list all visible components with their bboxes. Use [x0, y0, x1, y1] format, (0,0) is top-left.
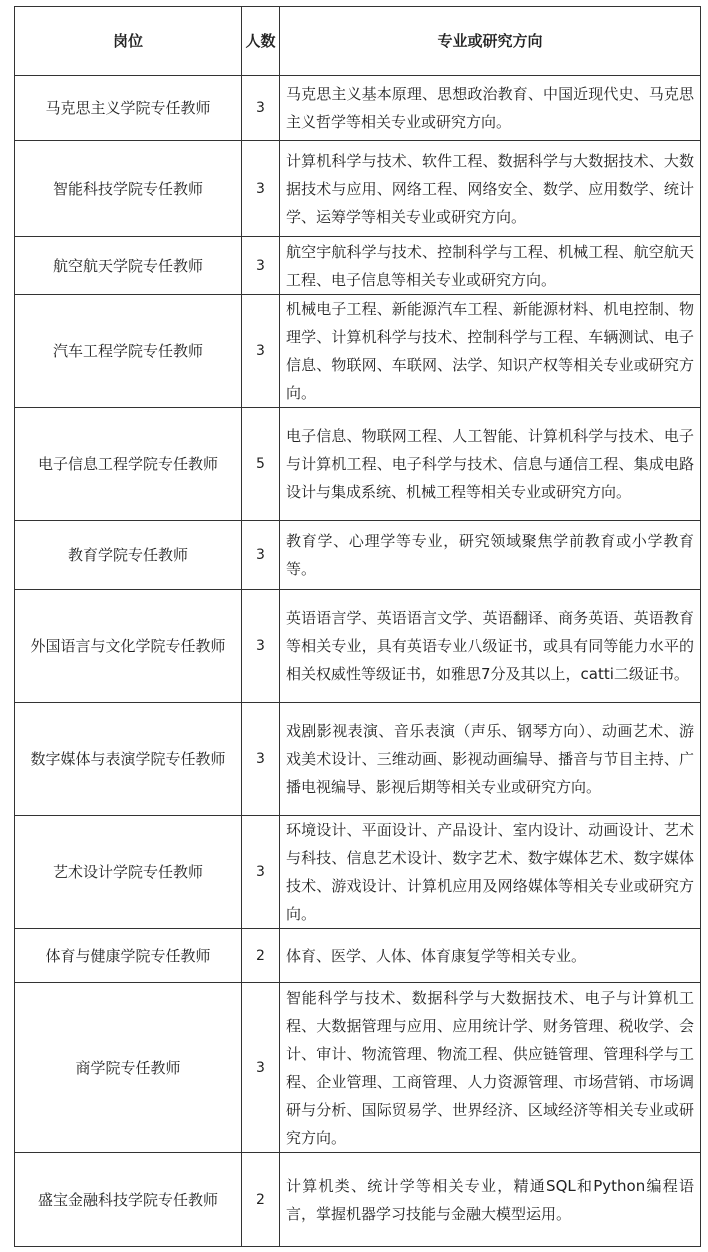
major-cell: 教育学、心理学等专业，研究领域聚焦学前教育或小学教育等。	[280, 521, 701, 590]
table-row	[15, 521, 701, 590]
position-cell: 艺术设计学院专任教师	[15, 816, 242, 929]
count-cell: 3	[242, 983, 280, 1153]
count-cell: 3	[242, 816, 280, 929]
position-cell: 马克思主义学院专任教师	[15, 76, 242, 141]
position-cell: 电子信息工程学院专任教师	[15, 408, 242, 521]
major-cell: 体育、医学、人体、体育康复学等相关专业。	[280, 929, 701, 983]
header-major: 专业或研究方向	[280, 7, 701, 76]
job-table	[14, 6, 701, 1247]
count-cell: 3	[242, 295, 280, 408]
header-position: 岗位	[15, 7, 242, 76]
major-cell: 电子信息、物联网工程、人工智能、计算机科学与技术、电子与计算机工程、电子科学与技术、信息与通信工程、集成电路设计与集成系统、机械工程等相关专业或研究方向。	[280, 408, 701, 521]
table-row	[15, 76, 701, 141]
count-cell: 3	[242, 521, 280, 590]
position-cell: 智能科技学院专任教师	[15, 141, 242, 237]
position-cell: 数字媒体与表演学院专任教师	[15, 703, 242, 816]
position-cell: 汽车工程学院专任教师	[15, 295, 242, 408]
table-row	[15, 237, 701, 295]
major-cell: 马克思主义基本原理、思想政治教育、中国近现代史、马克思主义哲学等相关专业或研究方向。	[280, 76, 701, 141]
major-cell: 航空宇航科学与技术、控制科学与工程、机械工程、航空航天工程、电子信息等相关专业或研究方向。	[280, 237, 701, 295]
major-cell: 环境设计、平面设计、产品设计、室内设计、动画设计、艺术与科技、信息艺术设计、数字艺术、数字媒体艺术、数字媒体技术、游戏设计、计算机应用及网络媒体等相关专业或研究方向。	[280, 816, 701, 929]
count-cell: 3	[242, 141, 280, 237]
position-cell: 航空航天学院专任教师	[15, 237, 242, 295]
count-cell: 3	[242, 237, 280, 295]
major-cell: 英语语言学、英语语言文学、英语翻译、商务英语、英语教育等相关专业，具有英语专业八级证书，或具有同等能力水平的相关权威性等级证书，如雅思7分及其以上，catti二级证书。	[280, 590, 701, 703]
count-cell: 3	[242, 703, 280, 816]
header-count: 人数	[242, 7, 280, 76]
position-cell: 商学院专任教师	[15, 983, 242, 1153]
table-row	[15, 408, 701, 521]
position-cell: 体育与健康学院专任教师	[15, 929, 242, 983]
count-cell: 5	[242, 408, 280, 521]
position-cell: 盛宝金融科技学院专任教师	[15, 1153, 242, 1247]
table-row	[15, 1153, 701, 1247]
table-row	[15, 983, 701, 1153]
major-cell: 智能科学与技术、数据科学与大数据技术、电子与计算机工程、大数据管理与应用、应用统计学、财务管理、税收学、会计、审计、物流管理、物流工程、供应链管理、管理科学与工程、企业管理、工商管理、人力资源管理、市场营销、市场调研与分析、国际贸易学、世界经济、区域经济等相关专业或研究方向。	[280, 983, 701, 1153]
position-cell: 教育学院专任教师	[15, 521, 242, 590]
major-cell: 机械电子工程、新能源汽车工程、新能源材料、机电控制、物理学、计算机科学与技术、控制科学与工程、车辆测试、电子信息、物联网、车联网、法学、知识产权等相关专业或研究方向。	[280, 295, 701, 408]
count-cell: 2	[242, 929, 280, 983]
count-cell: 3	[242, 76, 280, 141]
major-cell: 计算机类、统计学等相关专业，精通SQL和Python编程语言，掌握机器学习技能与金融大模型运用。	[280, 1153, 701, 1247]
count-cell: 2	[242, 1153, 280, 1247]
table-row	[15, 929, 701, 983]
table-row	[15, 141, 701, 237]
major-cell: 计算机科学与技术、软件工程、数据科学与大数据技术、大数据技术与应用、网络工程、网络安全、数学、应用数学、统计学、运筹学等相关专业或研究方向。	[280, 141, 701, 237]
table-row	[15, 590, 701, 703]
table-row	[15, 816, 701, 929]
count-cell: 3	[242, 590, 280, 703]
position-cell: 外国语言与文化学院专任教师	[15, 590, 242, 703]
table-header-row	[15, 7, 701, 76]
major-cell: 戏剧影视表演、音乐表演（声乐、钢琴方向）、动画艺术、游戏美术设计、三维动画、影视动画编导、播音与节目主持、广播电视编导、影视后期等相关专业或研究方向。	[280, 703, 701, 816]
table-row	[15, 295, 701, 408]
table-row	[15, 703, 701, 816]
